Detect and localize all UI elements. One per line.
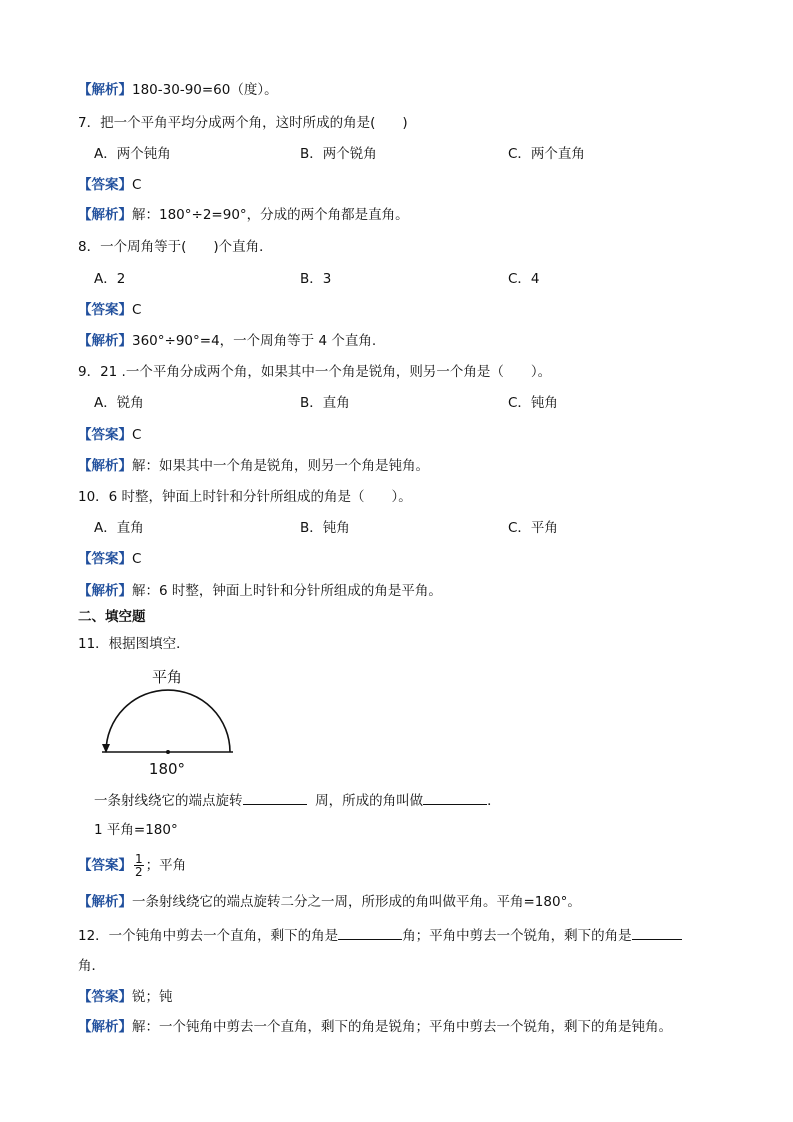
answer-tag: 【答案】 [78,177,132,193]
q12-stem-b: 角；平角中剪去一个锐角，剩下的角是 [402,928,632,944]
analysis-tag: 【解析】 [78,458,132,474]
q7-answer-text: C [132,177,142,193]
vertex-point [166,750,170,754]
q9-analysis-text: 解：如果其中一个角是锐角，则另一个角是钝角。 [132,458,429,474]
answer-tag: 【答案】 [78,551,132,567]
answer-tag: 【答案】 [78,302,132,318]
q8-analysis [78,332,376,350]
q10-option-b: B．钝角 [300,520,350,536]
q11-sentence [94,790,501,810]
q7-stem: 7．把一个平角平均分成两个角，这时所成的角是( ) [78,115,408,131]
q10-option-a: A．直角 [94,520,144,536]
q8-answer-text: C [132,302,142,318]
analysis-tag: 【解析】 [78,333,132,349]
q11-stem: 11．根据图填空． [78,636,190,652]
fraction-numerator: 1 [135,852,143,866]
q8-analysis-text: 360°÷90°=4，一个周角等于 4 个直角. [132,333,377,349]
q12-answer-text: 锐；钝 [132,989,173,1005]
q11-note: 1 平角=180° [94,822,178,838]
q8-option-c: C．4 [508,271,540,287]
answer-tag: 【答案】 [78,989,132,1005]
q11-blank-1[interactable] [243,790,307,805]
q11-blank-2[interactable] [423,790,487,805]
q9-answer [78,426,141,444]
analysis-tag: 【解析】 [78,583,132,599]
figure-label-bottom: 180° [148,760,186,778]
analysis-tag: 【解析】 [78,207,132,223]
straight-angle-figure [95,662,245,782]
fraction-denominator: 2 [135,865,143,879]
q8-stem: 8．一个周角等于( )个直角． [78,239,273,255]
q7-option-a: A．两个钝角 [94,146,171,162]
q12-blank-2[interactable] [632,925,682,940]
q10-option-c: C．平角 [508,520,558,536]
q12-stem-c: 角． [78,958,105,974]
q12-analysis [78,1018,672,1036]
answer-tag: 【答案】 [78,427,132,443]
q10-answer-text: C [132,551,142,567]
q11-sentence-end: ． [487,793,501,809]
q7-analysis [78,206,409,224]
q12-analysis-text: 解：一个钝角中剪去一个直角，剩下的角是锐角；平角中剪去一个锐角，剩下的角是钝角。 [132,1019,672,1035]
figure-label-top: 平角 [151,668,183,686]
q8-answer [78,301,141,319]
q7-option-b: B．两个锐角 [300,146,377,162]
q10-analysis-text: 解：6 时整，钟面上时针和分针所组成的角是平角。 [132,583,442,599]
q7-option-c: C．两个直角 [508,146,585,162]
q10-analysis [78,582,442,600]
answer-tag: 【答案】 [78,857,132,874]
q10-answer [78,550,141,568]
answer-fraction [134,853,144,878]
q9-option-c: C．钝角 [508,395,558,411]
q11-sentence-b: 周，所成的角叫做 [315,793,424,809]
q11-sentence-a: 一条射线绕它的端点旋转 [94,793,243,809]
q12-stem [78,925,682,945]
section-title: 二、填空题 [78,609,146,625]
q9-option-b: B．直角 [300,395,350,411]
q12-answer [78,988,173,1006]
q6-analysis-text: 180-30-90=60（度）。 [132,82,278,98]
q11-answer [78,853,186,878]
analysis-tag: 【解析】 [78,1019,132,1035]
q7-analysis-text: 解：180°÷2=90°，分成的两个角都是直角。 [132,207,409,223]
q9-analysis [78,457,429,475]
q10-stem: 10．6 时整，钟面上时针和分针所组成的角是（ ）。 [78,489,412,505]
analysis-tag: 【解析】 [78,82,132,98]
q8-option-a: A．2 [94,271,126,287]
q11-analysis-text: 一条射线绕它的端点旋转二分之一周，所形成的角叫做平角。平角=180°。 [132,894,581,910]
q9-answer-text: C [132,427,142,443]
q7-answer [78,176,141,194]
q12-stem-a: 12．一个钝角中剪去一个直角，剩下的角是 [78,928,339,944]
q8-option-b: B．3 [300,271,332,287]
q9-stem: 9．21 .一个平角分成两个角，如果其中一个角是锐角，则另一个角是（ ）。 [78,364,552,380]
analysis-tag: 【解析】 [78,894,132,910]
q6-analysis [78,81,278,99]
rotation-arc [106,690,230,752]
q11-answer-rest: ；平角 [145,857,187,874]
q9-option-a: A．锐角 [94,395,144,411]
q12-blank-1[interactable] [338,925,402,940]
q11-analysis [78,893,581,911]
